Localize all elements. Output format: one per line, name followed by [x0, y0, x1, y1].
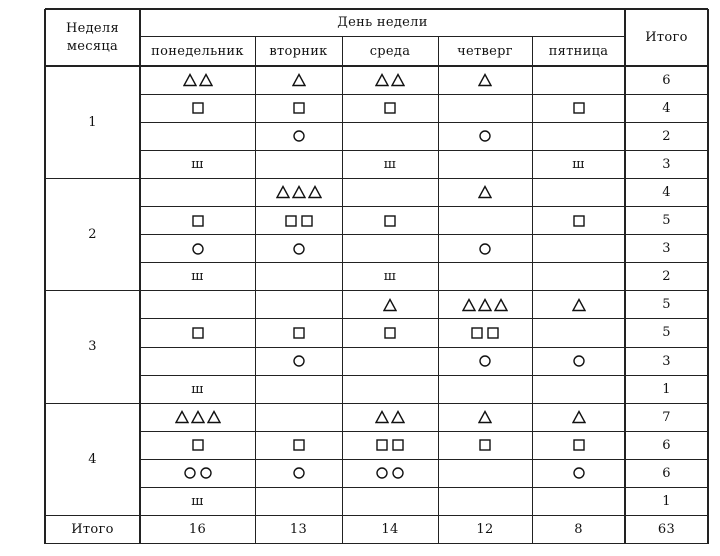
- row-total: [625, 459, 708, 487]
- table-cell: [532, 459, 625, 487]
- triangle-icon: [383, 298, 397, 312]
- row-total: [625, 488, 708, 516]
- table-cell: [532, 431, 625, 459]
- circle-icon: [572, 354, 586, 368]
- table-rule: [342, 36, 343, 544]
- circle-icon: [292, 466, 306, 480]
- table-cell: [255, 291, 342, 319]
- triangle-icon: [183, 73, 197, 87]
- table-cell: [255, 235, 342, 263]
- letter-mark: ш: [191, 269, 204, 285]
- header-day-group: [140, 9, 625, 36]
- table-cell: [342, 319, 438, 347]
- square-icon: [191, 214, 205, 228]
- table-cell: [255, 66, 342, 94]
- triangle-icon: [462, 298, 476, 312]
- square-icon: [191, 438, 205, 452]
- table-cell: [255, 375, 342, 403]
- circle-icon: [183, 466, 197, 480]
- table-cell: [532, 178, 625, 206]
- triangle-icon: [292, 73, 306, 87]
- header-day-2: [342, 36, 438, 66]
- table-rule: [707, 9, 708, 544]
- table-cell: [342, 94, 438, 122]
- row-total: [625, 66, 708, 94]
- table-cell: [532, 488, 625, 516]
- header-day-0-text: понедельник: [151, 43, 244, 59]
- row-total: [625, 178, 708, 206]
- circle-icon: [572, 466, 586, 480]
- table-cell: [438, 207, 532, 235]
- square-icon: [391, 438, 405, 452]
- table-cell: [438, 178, 532, 206]
- footer-label: [45, 516, 140, 544]
- table-rule: [45, 543, 708, 544]
- table-rule: [532, 36, 533, 544]
- table-cell: [255, 150, 342, 178]
- triangle-icon: [276, 185, 290, 199]
- table-cell: [255, 431, 342, 459]
- table-cell: [438, 263, 532, 291]
- triangle-icon: [175, 410, 189, 424]
- table-cell: [342, 66, 438, 94]
- letter-mark: ш: [191, 381, 204, 397]
- table-cell: [532, 263, 625, 291]
- table-cell: [140, 235, 255, 263]
- square-icon: [292, 438, 306, 452]
- header-day-4-text: пятница: [548, 43, 609, 59]
- table-cell: [342, 150, 438, 178]
- triangle-icon: [391, 410, 405, 424]
- table-cell: [532, 207, 625, 235]
- header-week: [45, 9, 140, 66]
- square-icon: [292, 326, 306, 340]
- row-total-text: 6: [662, 437, 671, 453]
- row-total-text: 4: [662, 100, 671, 116]
- circle-icon: [391, 466, 405, 480]
- header-day-1: [255, 36, 342, 66]
- footer-day-total-text: 13: [289, 522, 308, 538]
- table-rule: [45, 8, 708, 9]
- triangle-icon: [375, 410, 389, 424]
- triangle-icon: [572, 410, 586, 424]
- table-cell: [140, 207, 255, 235]
- row-total: [625, 263, 708, 291]
- table-cell: [438, 150, 532, 178]
- row-total: [625, 319, 708, 347]
- letter-mark: ш: [383, 269, 397, 285]
- table-rule: [624, 9, 625, 544]
- header-day-group-text: День недели: [337, 15, 428, 30]
- table-cell: [342, 235, 438, 263]
- table-cell: [255, 178, 342, 206]
- triangle-icon: [375, 73, 389, 87]
- circle-icon: [375, 466, 389, 480]
- footer-day-total: [438, 516, 532, 544]
- footer-day-total: [255, 516, 342, 544]
- table-rule: [45, 515, 708, 516]
- table-cell: [140, 431, 255, 459]
- table-cell: [140, 263, 255, 291]
- circle-icon: [292, 129, 306, 143]
- square-icon: [470, 326, 484, 340]
- table-cell: [255, 488, 342, 516]
- week-label-text: 3: [88, 339, 97, 355]
- square-icon: [383, 214, 397, 228]
- header-week-text: Неделя месяца: [66, 20, 119, 54]
- table-cell: [342, 488, 438, 516]
- table-cell: [140, 459, 255, 487]
- table-cell: [255, 207, 342, 235]
- square-icon: [375, 438, 389, 452]
- table-cell: [438, 403, 532, 431]
- triangle-icon: [478, 410, 492, 424]
- row-total: [625, 347, 708, 375]
- table-cell: [342, 263, 438, 291]
- header-day-2-text: среда: [369, 43, 411, 59]
- letter-mark: ш: [383, 156, 397, 172]
- row-total-text: 5: [662, 297, 671, 313]
- letter-mark: ш: [572, 156, 585, 172]
- triangle-icon: [572, 298, 586, 312]
- table-cell: [342, 347, 438, 375]
- row-total-text: 6: [662, 72, 671, 88]
- row-total-text: 2: [662, 269, 671, 285]
- grand-total: [625, 516, 708, 544]
- table-rule: [45, 65, 708, 66]
- table-cell: [140, 375, 255, 403]
- week-label: [45, 66, 140, 178]
- table-cell: [140, 291, 255, 319]
- square-icon: [383, 326, 397, 340]
- table-cell: [532, 122, 625, 150]
- table-cell: [342, 403, 438, 431]
- table-cell: [255, 403, 342, 431]
- week-label-text: 4: [88, 451, 97, 467]
- table-cell: [255, 459, 342, 487]
- square-icon: [572, 101, 586, 115]
- table-cell: [438, 375, 532, 403]
- row-total-text: 5: [662, 213, 671, 229]
- table-cell: [438, 94, 532, 122]
- table-rule: [140, 36, 625, 37]
- square-icon: [191, 101, 205, 115]
- row-total-text: 4: [662, 184, 671, 200]
- table-cell: [342, 207, 438, 235]
- row-total-text: 5: [662, 325, 671, 341]
- table-cell: [532, 319, 625, 347]
- triangle-icon: [191, 410, 205, 424]
- table-cell: [438, 235, 532, 263]
- table-cell: [140, 94, 255, 122]
- row-total-text: 1: [662, 381, 671, 397]
- grand-total-text: 63: [657, 522, 676, 538]
- table-cell: [438, 347, 532, 375]
- row-total: [625, 122, 708, 150]
- row-total-text: 3: [662, 241, 671, 257]
- footer-day-total: [532, 516, 625, 544]
- table-cell: [532, 375, 625, 403]
- week-label-text: 2: [88, 227, 97, 243]
- table-cell: [342, 431, 438, 459]
- triangle-icon: [478, 73, 492, 87]
- table-cell: [438, 122, 532, 150]
- table-rule: [255, 36, 256, 544]
- triangle-icon: [308, 185, 322, 199]
- row-total-text: 7: [662, 409, 671, 425]
- circle-icon: [191, 242, 205, 256]
- square-icon: [572, 438, 586, 452]
- footer-day-total-text: 14: [381, 522, 399, 538]
- row-total-text: 3: [662, 353, 671, 369]
- circle-icon: [292, 242, 306, 256]
- table-cell: [342, 122, 438, 150]
- table-cell: [342, 178, 438, 206]
- header-day-0: [140, 36, 255, 66]
- row-total-text: 1: [662, 494, 671, 510]
- table-cell: [532, 150, 625, 178]
- week-label: [45, 178, 140, 290]
- square-icon: [300, 214, 314, 228]
- row-total: [625, 94, 708, 122]
- table-cell: [255, 319, 342, 347]
- table-cell: [140, 66, 255, 94]
- square-icon: [191, 326, 205, 340]
- table-cell: [342, 291, 438, 319]
- table-cell: [532, 291, 625, 319]
- table-cell: [532, 66, 625, 94]
- header-total-text: Итого: [645, 30, 688, 45]
- table-cell: [255, 263, 342, 291]
- table-cell: [438, 319, 532, 347]
- header-day-1-text: вторник: [269, 43, 328, 59]
- table-rule: [438, 36, 439, 544]
- table-cell: [255, 122, 342, 150]
- row-total-text: 3: [662, 156, 671, 172]
- triangle-icon: [494, 298, 508, 312]
- header-day-3-text: четверг: [457, 43, 513, 59]
- circle-icon: [478, 129, 492, 143]
- table-cell: [532, 347, 625, 375]
- row-total: [625, 291, 708, 319]
- row-total: [625, 375, 708, 403]
- footer-label-text: Итого: [71, 522, 114, 538]
- footer-day-total-text: 16: [188, 522, 207, 538]
- week-label: [45, 291, 140, 403]
- table-cell: [342, 375, 438, 403]
- week-label: [45, 403, 140, 515]
- circle-icon: [292, 354, 306, 368]
- row-total-text: 6: [662, 465, 671, 481]
- table-cell: [140, 122, 255, 150]
- footer-day-total-text: 12: [476, 522, 494, 538]
- week-label-text: 1: [88, 114, 97, 130]
- square-icon: [292, 101, 306, 115]
- circle-icon: [478, 354, 492, 368]
- footer-day-total: [140, 516, 255, 544]
- square-icon: [284, 214, 298, 228]
- table-cell: [438, 459, 532, 487]
- table-cell: [342, 459, 438, 487]
- table-rule: [139, 9, 140, 544]
- square-icon: [383, 101, 397, 115]
- table-cell: [140, 319, 255, 347]
- header-day-3: [438, 36, 532, 66]
- table-cell: [140, 403, 255, 431]
- table-cell: [438, 431, 532, 459]
- square-icon: [572, 214, 586, 228]
- header-day-4: [532, 36, 625, 66]
- circle-icon: [199, 466, 213, 480]
- triangle-icon: [199, 73, 213, 87]
- table-cell: [140, 150, 255, 178]
- table-rule: [45, 290, 708, 291]
- triangle-icon: [292, 185, 306, 199]
- circle-icon: [478, 242, 492, 256]
- row-total: [625, 235, 708, 263]
- table-cell: [438, 291, 532, 319]
- table-cell: [532, 94, 625, 122]
- table-cell: [255, 347, 342, 375]
- triangle-icon: [207, 410, 221, 424]
- letter-mark: ш: [191, 494, 204, 510]
- row-total: [625, 403, 708, 431]
- table-cell: [532, 235, 625, 263]
- letter-mark: ш: [191, 156, 204, 172]
- table-cell: [532, 403, 625, 431]
- footer-day-total: [342, 516, 438, 544]
- table-cell: [438, 66, 532, 94]
- table-cell: [438, 488, 532, 516]
- triangle-icon: [391, 73, 405, 87]
- table-cell: [140, 488, 255, 516]
- table-cell: [255, 94, 342, 122]
- table-rule: [44, 9, 45, 544]
- triangle-icon: [478, 185, 492, 199]
- table-rule: [45, 403, 708, 404]
- footer-day-total-text: 8: [574, 522, 583, 538]
- table-rule: [45, 178, 708, 179]
- header-total: [625, 9, 708, 66]
- triangle-icon: [478, 298, 492, 312]
- row-total-text: 2: [662, 128, 671, 144]
- table-cell: [140, 347, 255, 375]
- row-total: [625, 207, 708, 235]
- square-icon: [478, 438, 492, 452]
- row-total: [625, 150, 708, 178]
- row-total: [625, 431, 708, 459]
- table-cell: [140, 178, 255, 206]
- square-icon: [486, 326, 500, 340]
